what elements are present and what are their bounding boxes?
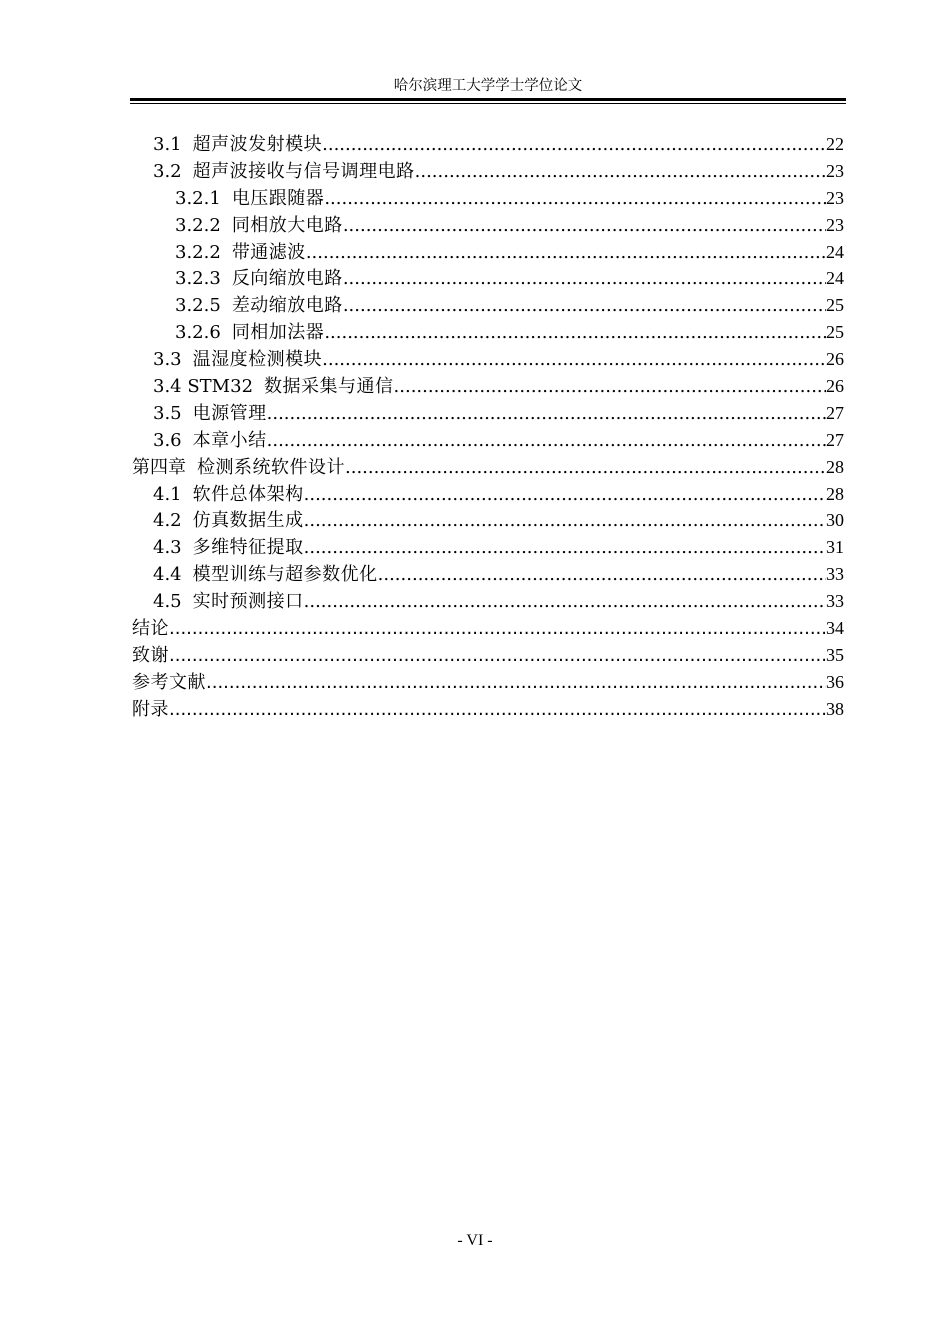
- toc-entry-page: 35: [826, 644, 844, 665]
- page-number-footer: - VI -: [457, 1232, 493, 1249]
- toc-entry-number: 3.2.3: [175, 268, 221, 290]
- toc-entry[interactable]: [132, 561, 844, 588]
- toc-entry[interactable]: [132, 239, 844, 266]
- toc-entry-number: 4.2: [153, 510, 182, 532]
- toc-entry-title: 电压跟随器: [231, 187, 325, 209]
- toc-entry[interactable]: [132, 265, 844, 292]
- toc-entry[interactable]: [132, 481, 844, 508]
- toc-dot-leader: [415, 159, 826, 185]
- toc-entry[interactable]: [132, 346, 844, 373]
- toc-entry-number: 3.2.6: [175, 322, 221, 344]
- toc-entry-title: 同相放大电路: [231, 214, 343, 236]
- header-rule-thick: [130, 98, 846, 101]
- toc-entry-title: 反向缩放电路: [231, 268, 343, 290]
- table-of-contents: [132, 131, 844, 723]
- toc-entry-page: 25: [826, 295, 844, 316]
- toc-dot-leader: [322, 347, 826, 373]
- toc-dot-leader: [304, 508, 826, 534]
- toc-entry-page: 24: [826, 268, 844, 289]
- toc-entry-title: 数据采集与通信: [264, 376, 394, 398]
- toc-entry-number: 3.2.2: [175, 214, 221, 236]
- toc-entry[interactable]: [132, 427, 844, 454]
- toc-entry-page: 28: [826, 483, 844, 504]
- toc-entry-page: 30: [826, 510, 844, 531]
- toc-entry[interactable]: [132, 696, 844, 723]
- toc-entry-title: 参考文献: [132, 671, 206, 693]
- toc-entry[interactable]: [132, 534, 844, 561]
- toc-entry-number: 3.5: [153, 402, 182, 424]
- toc-dot-leader: [267, 428, 826, 454]
- toc-dot-leader: [169, 697, 826, 723]
- toc-dot-leader: [343, 293, 826, 319]
- toc-entry-number: 4.5: [153, 591, 182, 613]
- toc-entry-page: 23: [826, 160, 844, 181]
- toc-entry[interactable]: [132, 454, 844, 481]
- toc-entry-page: 36: [826, 671, 844, 692]
- toc-entry[interactable]: [132, 669, 844, 696]
- toc-entry-title: 附录: [132, 698, 169, 720]
- toc-entry-page: 23: [826, 187, 844, 208]
- toc-entry-title: 致谢: [132, 644, 169, 666]
- toc-dot-leader: [324, 186, 826, 212]
- toc-entry-title: 模型训练与超参数优化: [192, 564, 378, 586]
- toc-entry-page: 24: [826, 241, 844, 262]
- toc-entry-number: 3.4 STM32: [153, 376, 254, 398]
- toc-entry-page: 26: [826, 349, 844, 370]
- toc-entry-title: 实时预测接口: [192, 591, 304, 613]
- toc-entry-page: 33: [826, 591, 844, 612]
- toc-entry-page: 25: [826, 322, 844, 343]
- toc-dot-leader: [322, 132, 826, 158]
- toc-entry[interactable]: [132, 373, 844, 400]
- toc-entry-number: 4.4: [153, 564, 182, 586]
- toc-dot-leader: [394, 374, 826, 400]
- toc-entry[interactable]: [132, 185, 844, 212]
- toc-entry[interactable]: [132, 642, 844, 669]
- toc-entry[interactable]: [132, 507, 844, 534]
- toc-entry-page: 27: [826, 429, 844, 450]
- toc-dot-leader: [206, 670, 826, 696]
- toc-entry-title: 超声波接收与信号调理电路: [192, 160, 415, 182]
- toc-entry[interactable]: [132, 319, 844, 346]
- toc-entry-number: 3.2.1: [175, 187, 221, 209]
- toc-entry-title: 电源管理: [192, 402, 267, 424]
- toc-entry-number: 3.2: [153, 160, 182, 182]
- toc-dot-leader: [306, 240, 826, 266]
- toc-entry-title: 结论: [132, 618, 169, 640]
- toc-entry-title: 温湿度检测模块: [192, 349, 323, 371]
- toc-dot-leader: [304, 535, 826, 561]
- toc-dot-leader: [343, 266, 826, 292]
- toc-entry-title: 带通滤波: [231, 241, 306, 263]
- toc-entry-number: 4.1: [153, 483, 182, 505]
- toc-entry-number: 4.3: [153, 537, 182, 559]
- toc-dot-leader: [169, 616, 826, 642]
- toc-entry[interactable]: [132, 131, 844, 158]
- toc-entry-number: 3.1: [153, 134, 182, 155]
- toc-dot-leader: [324, 320, 826, 346]
- header-rule-thin: [130, 103, 846, 104]
- toc-entry-title: 同相加法器: [231, 322, 325, 344]
- toc-entry-number: 3.6: [153, 429, 182, 451]
- toc-entry-page: 23: [826, 214, 844, 235]
- toc-dot-leader: [343, 213, 826, 239]
- toc-entry-page: 38: [826, 698, 844, 719]
- toc-entry-number: 3.2.2: [175, 241, 221, 263]
- toc-entry[interactable]: [132, 292, 844, 319]
- toc-entry-page: 22: [826, 134, 844, 154]
- toc-entry[interactable]: [132, 615, 844, 642]
- toc-entry-title: 多维特征提取: [192, 537, 304, 559]
- toc-dot-leader: [267, 401, 826, 427]
- toc-dot-leader: [345, 455, 826, 481]
- toc-entry-title: 超声波发射模块: [192, 134, 323, 155]
- toc-entry[interactable]: [132, 212, 844, 239]
- toc-entry-title: 检测系统软件设计: [197, 456, 345, 478]
- toc-entry-title: 本章小结: [192, 429, 267, 451]
- toc-entry[interactable]: [132, 588, 844, 615]
- toc-entry-title: 软件总体架构: [192, 483, 304, 505]
- toc-entry-page: 26: [826, 376, 844, 397]
- toc-dot-leader: [304, 482, 826, 508]
- toc-entry[interactable]: [132, 158, 844, 185]
- toc-entry-number: 3.3: [153, 349, 182, 371]
- running-header-title: 哈尔滨理工大学学士学位论文: [393, 78, 583, 94]
- toc-dot-leader: [378, 562, 826, 588]
- toc-entry-page: 34: [826, 618, 844, 639]
- toc-entry-title: 差动缩放电路: [231, 295, 343, 317]
- toc-dot-leader: [304, 589, 826, 615]
- toc-entry-page: 31: [826, 537, 844, 558]
- toc-entry-number: 3.2.5: [175, 295, 221, 317]
- toc-dot-leader: [169, 643, 826, 669]
- toc-entry-number: 第四章: [132, 456, 186, 478]
- toc-entry-title: 仿真数据生成: [192, 510, 304, 532]
- toc-entry-page: 33: [826, 564, 844, 585]
- toc-entry-page: 28: [826, 456, 844, 477]
- toc-entry-page: 27: [826, 402, 844, 423]
- toc-entry[interactable]: [132, 400, 844, 427]
